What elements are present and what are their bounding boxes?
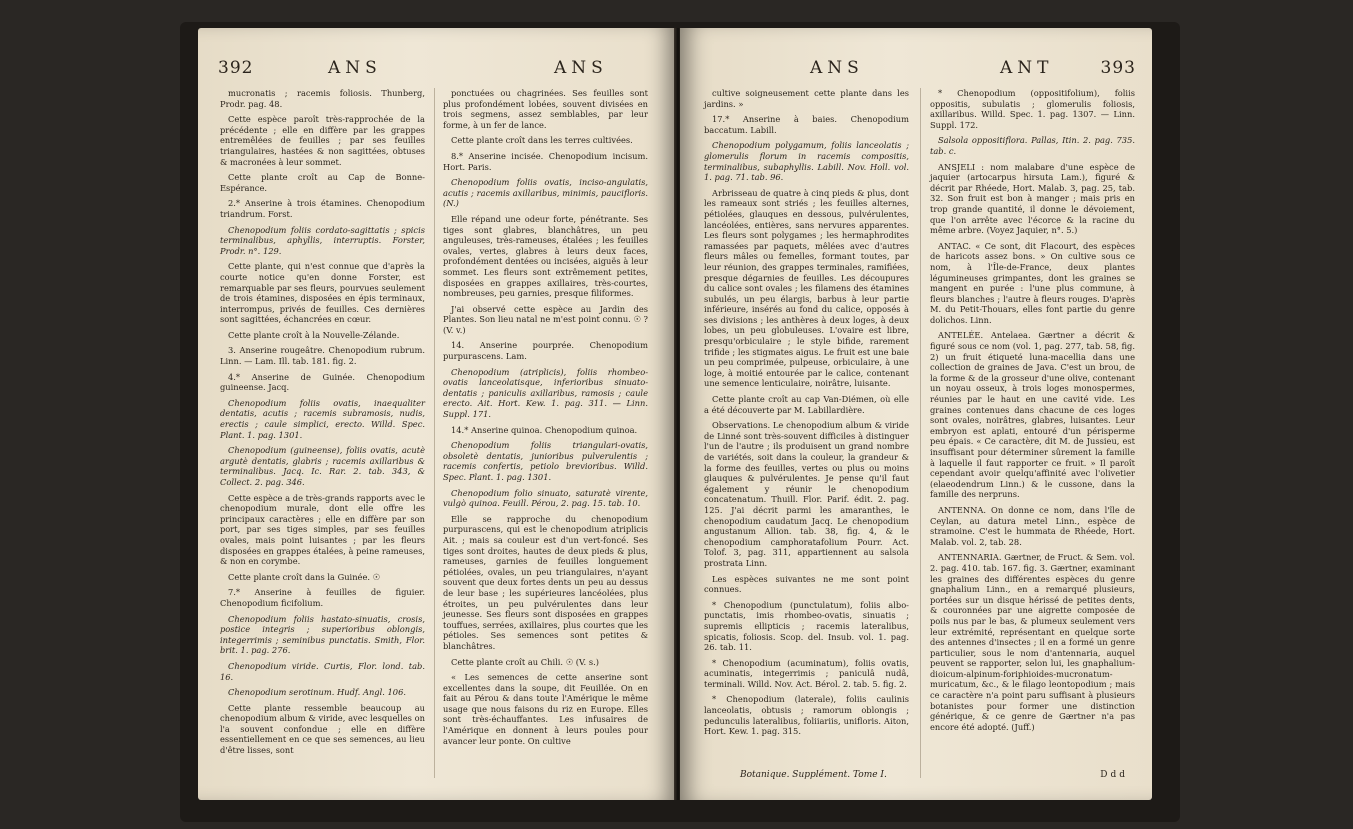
paragraph: cultive soigneusement cette plante dans les jardins. » xyxy=(704,88,909,109)
paragraph: Chenopodium folio sinuato, saturatè virente, vulgò quinoa. Feuill. Pérou, 2. pag. 15. tab. 10. xyxy=(443,487,648,509)
paragraph: Chenopodium foliis ovatis, inciso-angulatis, acutis ; racemis axillaribus, minimis, paucifloris. (N.) xyxy=(443,177,648,209)
paragraph: Cette plante croît dans les terres cultivées. xyxy=(451,135,633,146)
paragraph: Chenopodium foliis hastato-sinuatis, crosis, postice integris ; superioribus oblongis, integerrimis ; seminibus punctatis. Smith, Flor. brit. 1. pag. 276. xyxy=(220,613,425,656)
volume-footer: Botanique. Supplément. Tome I. xyxy=(740,770,887,780)
right-column-1 xyxy=(704,88,909,742)
paragraph: * Chenopodium (oppositifolium), foliis oppositis, subulatis ; glomerulis foliosis, axillaribus. Willd. Spec. 1. pag. 1307. — Linn. Suppl. 172. xyxy=(930,88,1135,130)
paragraph: ANSJELI : nom malabare d'une espèce de jaquier (artocarpus hirsuta Lam.), figuré & décrit par Rhéede, Hort. Malab. 3, pag. 25, tab. 32. Son fruit est bon à manger ; mais pris en trop grande quantité, il donne le dévoiement, que l'on arrête avec l'écorce & la racine du même arbre. (Voyez Jaquier, n°. 5.) xyxy=(930,161,1135,236)
paragraph: Chenopodium serotinum. Hudf. Angl. 106. xyxy=(228,687,406,698)
paragraph: Cette espèce a de très-grands rapports avec le chenopodium murale, dont elle offre les principaux caractères ; elle en diffère par son port, par ses tiges simples, par ses feuilles ovales, mais point luisantes ; par les fleurs disposées en grappes étalées, à peine rameuses, & non en corymbe. xyxy=(220,492,425,567)
right-page-header xyxy=(700,58,1136,82)
paragraph: 7.* Anserine à feuilles de figuier. Chenopodium ficifolium. xyxy=(220,587,425,608)
paragraph: Cette espèce paroît très-rapprochée de la précédente ; elle en diffère par les grappes entremêlées de feuilles ; par ses feuilles triangulaires, hastées & non sagittées, obtuses & macronées à leur sommet. xyxy=(220,114,425,167)
paragraph: mucronatis ; racemis foliosis. Thunberg, Prodr. pag. 48. xyxy=(220,88,425,109)
running-title: ANS xyxy=(810,58,864,78)
paragraph: Chenopodium (guineense), foliis ovatis, acutè argutè dentatis, glabris ; racemis axillaribus & terminalibus. Jacq. Ic. Rar. 2. tab. 343, & Collect. 2. pag. 346. xyxy=(220,445,425,487)
paragraph: Elle répand une odeur forte, pénétrante. Ses tiges sont glabres, blanchâtres, un peu anguleuses, très-rameuses, étalées ; les feuilles ovales, vertes, glabres à leurs deux faces, profondément dentées ou incisées, aiguës à leur sommet. Les fleurs sont extrêmement petites, disposées en grappes axillaires, très-courtes, nombreuses, peu garnies, presque filiformes. xyxy=(443,213,648,299)
page-number: 393 xyxy=(1100,58,1136,78)
paragraph: ANTENNARIA. Gærtner, de Fruct. & Sem. vol. 2. pag. 410. tab. 167. fig. 3. Gærtner, examinant les graines des différentes espèces du genre gnaphalium Linn., en a remarqué plusieurs, portées sur un disque hérissé de petites dents, & couronnées par une aigrette composée de poils nus par le bas, & plumeux seulement vers leur extrémité, représentant en quelque sorte des antennes d'insectes ; il en a formé un genre particulier, sous le nom d'antennaria, auquel peuvent se rapporter, selon lui, les gnaphalium-dioicum-alpinum-foriphioides-mucronatum-muricatum, &c., & le filago leontopodium ; mais ce caractère n'a point paru suffisant à plusieurs botanistes pour former une distinction générique, & ce genre de Gærtner n'a pas encore été adopté. (Juff.) xyxy=(930,552,1135,732)
paragraph: ponctuées ou chagrinées. Ses feuilles sont plus profondément lobées, souvent divisées en trois segmens, assez semblables, par leur forme, à un fer de lance. xyxy=(443,88,648,130)
paragraph: 14.* Anserine quinoa. Chenopodium quinoa. xyxy=(451,424,638,435)
right-column-2 xyxy=(930,88,1135,737)
paragraph: 3. Anserine rougeâtre. Chenopodium rubrum. Linn. — Lam. Ill. tab. 181. fig. 2. xyxy=(220,345,425,367)
paragraph: * Chenopodium (punctulatum), foliis albo-punctatis, imis rhombeo-ovatis, sinuatis ; supremis ellipticis ; racemis lateralibus, spicatis, foliosis. Scop. del. Insub. vol. 1. pag. 26. tab. 11. xyxy=(704,599,909,653)
left-page-header xyxy=(218,58,660,82)
paragraph: Les espèces suivantes ne me sont point connues. xyxy=(704,573,909,595)
paragraph: Chenopodium foliis triangulari-ovatis, obsoletè dentatis, junioribus pulverulentis ; racemis confertis, petiolo brevioribus. Willd. Spec. Plant. 1. pag. 1301. xyxy=(443,440,648,482)
signature-mark: Ddd xyxy=(1100,770,1128,780)
paragraph: Chenopodium viride. Curtis, Flor. lond. tab. 16. xyxy=(220,660,425,682)
paragraph: Chenopodium polygamum, foliis lanceolatis ; glomerulis florum in racemis compositis, terminalibus, subaphyllis. Labill. Nov. Holl. vol. 1. pag. 71. tab. 96. xyxy=(704,140,909,183)
running-title: ANS xyxy=(554,58,608,78)
column-divider xyxy=(920,88,921,778)
paragraph: Observations. Le chenopodium album & viride de Linné sont très-souvent difficiles à distinguer l'un de l'autre ; ils produisent un grand nombre de variétés, soit dans la couleur, la grandeur & la forme des feuilles, vertes ou plus ou moins glauques & pulvérulentes. Je pense qu'il faut également y réunir le chenopodium concatenatum. Thuill. Flor. Parif. édit. 2. pag. 125. J'ai décrit parmi les amaranthes, le chenopodium caudatum Jacq. Le chenopodium angustanum Allion. tab. 38, fig. 4, & le chenopodium camphoratafolium Pourr. Act. Tolof. 3, pag. 311, appartiennent au salsola prostrata Linn. xyxy=(704,420,909,568)
paragraph: Cette plante croît dans la Guinée. ☉ xyxy=(228,571,381,582)
left-page xyxy=(198,28,676,800)
right-page xyxy=(680,28,1152,800)
paragraph: Cette plante croît au Chili. ☉ (V. s.) xyxy=(451,656,599,667)
paragraph: Cette plante croît à la Nouvelle-Zélande. xyxy=(228,329,400,340)
paragraph: ANTELÉE. Antelaea. Gærtner a décrit & figuré sous ce nom (vol. 1, pag. 277, tab. 58, fig. 2) un fruit étiqueté luna-macellia dans une collection de graines de Java. C'est un brou, de la forme & de la grosseur d'une olive, contenant un noyau osseux, à trois loges monospermes, réunies par le haut en une cavité vide. Les graines contenues dans chacune de ces loges sont ovales, noirâtres, glabres, luisantes. Leur embryon est aplati, entouré d'un périsperme peu épais. « Ce caractère, dit M. de Jussieu, est insuffisant pour déterminer sûrement la famille à laquelle il faut rapporter ce fruit. » Il paroît cependant avoir quelqu'affinité avec l'olivetier (elaeodendrum Linn.) & le cussone, dans la famille des nerpruns. xyxy=(930,330,1135,500)
paragraph: * Chenopodium (laterale), foliis caulinis lanceolatis, obtusis ; ramorum oblongis ; pedunculis lateralibus, foliiariis, unifloris. Aiton, Hort. Kew. 1. pag. 315. xyxy=(704,694,909,737)
paragraph: 17.* Anserine à baies. Chenopodium baccatum. Labill. xyxy=(704,114,909,135)
left-column-2 xyxy=(443,88,648,751)
paragraph: « Les semences de cette anserine sont excellentes dans la soupe, dit Feuillée. On en fait au Pérou & dans toute l'Amérique le même usage que nous faisons du riz en Europe. Elles sont très-échauffantes. Les infusaires de l'Amérique en donnent à leurs poules pour avancer leur ponte. On cultive xyxy=(443,672,648,746)
paragraph: ANTAC. « Ce sont, dit Flacourt, des espèces de haricots assez bons. » On cultive sous ce nom, à l'Île-de-France, deux plantes légumineuses grimpantes, dont les graines se mangent en purée : l'une plus commune, à fleurs blanches ; l'autre à fleurs rouges. D'après M. du Petit-Thouars, elles font partie du genre dolichos. Linn. xyxy=(930,240,1135,325)
paragraph: Chenopodium foliis ovatis, inaequaliter dentatis, acutis ; racemis subramosis, nudis, erectis ; caule simplici, erecto. Willd. Spec. Plant. 1. pag. 1301. xyxy=(220,397,425,440)
paragraph: Cette plante croît au cap Van-Diémen, où elle a été découverte par M. Labillardière. xyxy=(704,394,909,415)
paragraph: * Chenopodium (acuminatum), foliis ovatis, acuminatis, integerrimis ; paniculâ nudâ, terminali. Willd. Nov. Act. Bérol. 2. tab. 5. fig. 2. xyxy=(704,657,909,689)
paragraph: Chenopodium foliis cordato-sagittatis ; spicis terminalibus, aphyllis, interruptis. Forster, Prodr. n°. 129. xyxy=(220,224,425,256)
page-number: 392 xyxy=(218,58,254,78)
paragraph: Chenopodium (atriplicis), foliis rhombeo-ovatis lanceolatisque, inferioribus sinuato-dentatis ; paniculis axillaribus, ramosis ; caule erecto. Ait. Hort. Kew. 1. pag. 311. — Linn. Suppl. 171. xyxy=(443,366,648,420)
left-column-1 xyxy=(220,88,425,761)
paragraph: 14. Anserine pourprée. Chenopodium purpurascens. Lam. xyxy=(443,340,648,362)
paragraph: Cette plante ressemble beaucoup au chenopodium album & viride, avec lesquelles on l'a souvent confondue ; elle en diffère essentiellement en ce que ses semences, au lieu d'être lisses, sont xyxy=(220,702,425,756)
paragraph: Cette plante, qui n'est connue que d'après la courte notice qu'en donne Forster, est remarquable par ses fleurs, pourvues seulement de trois étamines, disposées en épis terminaux, interrompus, privés de feuilles. Ces dernières sont sagittées, échancrées en cœur. xyxy=(220,261,425,325)
paragraph: 2.* Anserine à trois étamines. Chenopodium triandrum. Forst. xyxy=(220,198,425,219)
paragraph: Elle se rapproche du chenopodium purpurascens, qui est le chenopodium atriplicis Ait. ; mais sa couleur est d'un vert-foncé. Ses tiges sont droites, hautes de deux pieds & plus, rameuses, garnies de feuilles longuement pétiolées, ovales, un peu triangulaires, n'ayant souvent que deux fortes dents un peu au dessus de leur base ; les supérieures lancéolées, plus étroites, un peu pulvérulentes dans leur jeunesse. Ses fleurs sont disposées en grappes touffues, serrées, axillaires, plus courtes que les pétioles. Ses semences sont petites & blanchâtres. xyxy=(443,513,648,651)
column-divider xyxy=(434,88,435,778)
paragraph: Salsola oppositiflora. Pallas, Itin. 2. pag. 735. tab. c. xyxy=(930,135,1135,156)
paragraph: Cette plante croît au Cap de Bonne-Espérance. xyxy=(220,172,425,193)
paragraph: ANTENNA. On donne ce nom, dans l'île de Ceylan, au datura metel Linn., espèce de stramoine. C'est le hummata de Rhéede, Hort. Malab. vol. 2, tab. 28. xyxy=(930,504,1135,547)
paragraph: Arbrisseau de quatre à cinq pieds & plus, dont les rameaux sont striés ; les feuilles alternes, pétiolées, glauques en dessous, pulvérulentes, lancéolées, entières, sans nervures apparentes. Les fleurs sont polygames ; les hermaphrodites ramassées par paquets, mêlées avec d'autres fleurs mâles ou femelles, formant toutes, par leur réunion, des grappes terminales, ramifiées, presque dégarnies de feuilles. Les découpures du calice sont ovales ; les filamens des étamines subulés, un peu élargis, barbus à leur partie inférieure, insérés au fond du calice, opposés à ses divisions ; les anthères à deux loges, à deux lobes, un peu globuleuses. L'ovaire est libre, presqu'orbiculaire ; le style bifide, rarement trifide ; les stigmates aigus. Le fruit est une baie un peu comprimée, pulpeuse, orbiculaire, à une loge, à moitié entourée par le calice, contenant une semence lenticulaire, noirâtre, luisante. xyxy=(704,187,909,389)
paragraph: 4.* Anserine de Guinée. Chenopodium guineense. Jacq. xyxy=(220,371,425,393)
paragraph: 8.* Anserine incisée. Chenopodium incisum. Hort. Paris. xyxy=(443,150,648,172)
running-title: ANS xyxy=(328,58,382,78)
paragraph: J'ai observé cette espèce au Jardin des Plantes. Son lieu natal ne m'est point connu. ☉ ? (V. v.) xyxy=(443,303,648,335)
running-title: ANT xyxy=(1000,58,1054,78)
